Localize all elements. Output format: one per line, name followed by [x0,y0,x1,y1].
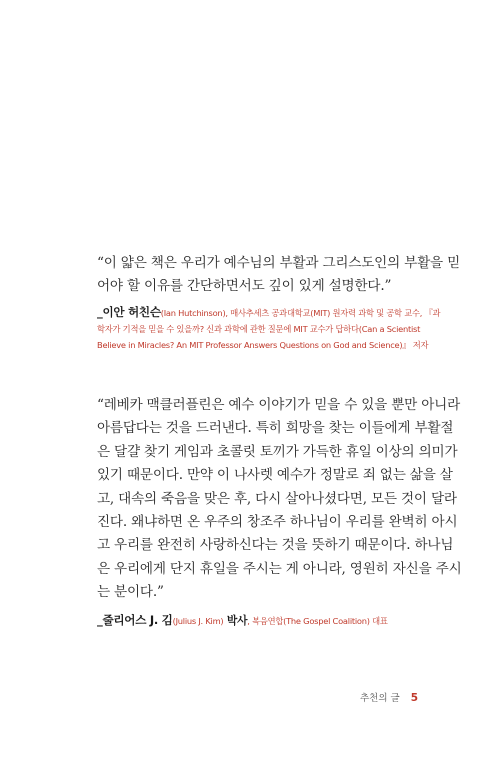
page-number: 5 [410,692,419,704]
attribution-line: 학자가 기적을 믿을 수 있을까? 신과 과학에 관한 질문에 MIT 교수가 답하다(Can a Scientist [97,324,421,335]
quote-line: 고 우리를 완전히 사랑하신다는 것을 뜻하기 때문이다. 하나님 [97,537,454,554]
quote-line: 어야 할 이유를 간단하면서도 깊이 있게 설명한다.” [97,277,392,294]
attribution-line [97,304,441,321]
quote-line: 은 달걀 찾기 게임과 초콜릿 토끼가 가득한 휴일 이상의 의미가 [97,443,458,460]
attribution-line: Believe in Miracles? An MIT Professor Answers Questions on God and Science)』 저자 [97,340,429,351]
author-description: (Ian Hutchinson), 매사추세츠 공과대학교(MIT) 원자력 과학 및 공학 교수, 『과 [160,308,441,319]
endorsement-2 [97,394,462,629]
page-footer [360,690,435,704]
quote-attribution [97,304,441,353]
attribution-line [97,612,432,629]
quote-text [97,394,462,605]
author-english-name: (Julius J. Kim) [172,615,224,626]
quote-attribution [97,612,432,629]
quote-line: 아름답다는 것을 드러낸다. 특히 희망을 찾는 이들에게 부활절 [97,420,454,437]
author-name: _줄리어스 J. 김 [97,612,173,627]
quote-line: “레베카 맥클러플린은 예수 이야기가 믿을 수 있을 뿐만 아니라 [97,397,461,413]
quote-line: 있기 때문이다. 만약 이 나사렛 예수가 정말로 죄 없는 삶을 살 [97,467,453,484]
quote-line: 진다. 왜냐하면 온 우주의 창조주 하나님이 우리를 완벽히 아시 [97,514,458,531]
quote-line: “이 얇은 책은 우리가 예수님의 부활과 그리스도인의 부활을 믿 [97,255,461,271]
quote-text [97,252,461,297]
author-title: 박사 [223,613,248,627]
running-section-title: 추천의 글 [360,693,400,704]
endorsement-1 [97,252,461,353]
quote-line: 고, 대속의 죽음을 맞은 후, 다시 살아나셨다면, 모든 것이 달라 [97,490,457,507]
quote-line: 은 우리에게 단지 휴일을 주시는 게 아니라, 영원히 자신을 주시 [97,560,462,577]
quote-line: 는 분이다.” [97,584,164,601]
author-affiliation: , 복음연합(The Gospel Coalition) 대표 [247,615,388,626]
author-name: _이안 허친슨 [97,305,161,320]
